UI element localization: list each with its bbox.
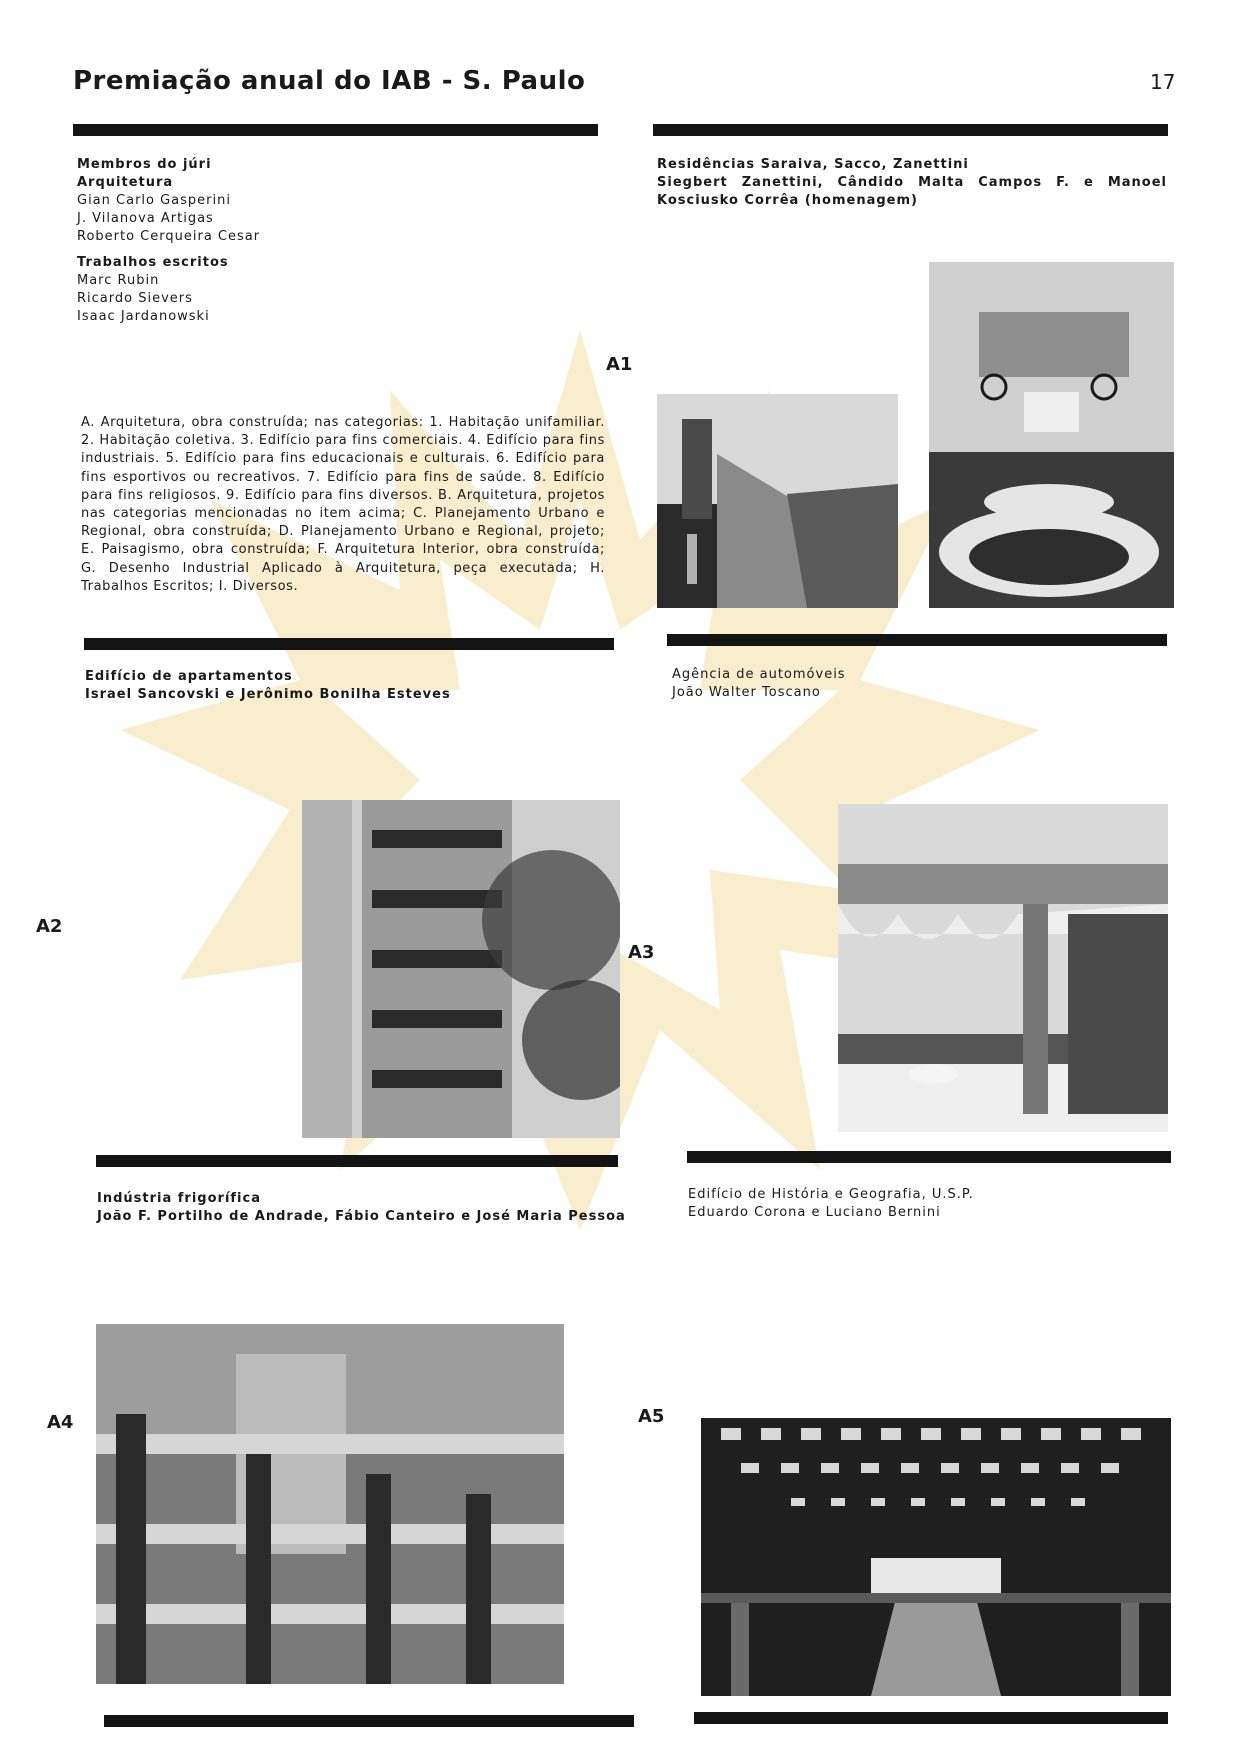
a2-caption bbox=[85, 668, 605, 704]
a2-caption-title: Edifício de apartamentos bbox=[85, 669, 293, 684]
photo-a3-car-agency bbox=[838, 804, 1168, 1132]
a2-caption-authors: Israel Sancovski e Jerônimo Bonilha Esteves bbox=[85, 687, 451, 702]
rule-top-right bbox=[653, 124, 1168, 136]
a5-caption-title: Edifício de História e Geografia, U.S.P. bbox=[688, 1187, 974, 1202]
jury-member: Ricardo Sievers bbox=[77, 291, 193, 306]
photo-a4-industrial-building bbox=[96, 1324, 564, 1684]
page-title: Premiação anual do IAB - S. Paulo bbox=[73, 66, 586, 96]
page-number: 17 bbox=[1150, 70, 1176, 94]
label-a4: A4 bbox=[47, 1412, 74, 1433]
rule-top-left bbox=[73, 124, 598, 136]
a1-caption-authors: Siegbert Zanettini, Cândido Malta Campos F. e Manoel Kosciusko Corrêa (homenagem) bbox=[657, 175, 1167, 208]
jury-architecture-heading: Arquitetura bbox=[77, 175, 174, 190]
a1-caption bbox=[657, 156, 1167, 210]
photo-a2-apartment-building bbox=[302, 800, 620, 1138]
label-a2: A2 bbox=[36, 916, 63, 937]
a4-caption-authors: João F. Portilho de Andrade, Fábio Canteiro e José Maria Pessoa bbox=[97, 1209, 626, 1224]
rule-mid-right bbox=[667, 634, 1167, 646]
a4-caption-title: Indústria frigorífica bbox=[97, 1191, 261, 1206]
jury-block bbox=[77, 156, 497, 326]
jury-member: Gian Carlo Gasperini bbox=[77, 193, 231, 208]
jury-writing-heading: Trabalhos escritos bbox=[77, 255, 229, 270]
rule-lower-left bbox=[96, 1155, 618, 1167]
a1-caption-title: Residências Saraiva, Sacco, Zanettini bbox=[657, 157, 969, 172]
a3-caption-authors: João Walter Toscano bbox=[672, 685, 821, 700]
photo-a1-exterior bbox=[657, 394, 898, 608]
a3-caption-title: Agência de automóveis bbox=[672, 667, 846, 682]
rule-lower-right bbox=[687, 1151, 1171, 1163]
a5-caption bbox=[688, 1186, 1168, 1222]
photo-a1-interior bbox=[929, 262, 1174, 608]
a3-caption bbox=[672, 666, 1162, 702]
a4-caption bbox=[97, 1190, 657, 1226]
jury-member: Marc Rubin bbox=[77, 273, 160, 288]
label-a3: A3 bbox=[628, 942, 655, 963]
label-a5: A5 bbox=[638, 1406, 665, 1427]
rule-bottom-left bbox=[104, 1715, 634, 1727]
a5-caption-authors: Eduardo Corona e Luciano Bernini bbox=[688, 1205, 941, 1220]
categories-paragraph: A. Arquitetura, obra construída; nas categorias: 1. Habitação unifamiliar. 2. Habitação coletiva. 3. Edifício para fins comerciais. 4. Edifício para fins industriais. 5. Edifício para fins educacionais e culturais. 6. Edifício para fins esportivos ou recreativos. 7. Edifício para fins de saúde. 8. Edifício para fins religiosos. 9. Edifício para fins diversos. B. Arquitetura, projetos nas categorias mencionadas no item acima; C. Planejamento Urbano e Regional, obra construída; D. Planejamento Urbano e Regional, projeto; E. Paisagismo, obra construída; F. Arquitetura Interior, obra construída; G. Desenho Industrial Aplicado à Arquitetura, peça executada; H. Trabalhos Escritos; I. Diversos. bbox=[81, 415, 605, 594]
jury-member: J. Vilanova Artigas bbox=[77, 211, 214, 226]
photo-a5-history-geography-building bbox=[701, 1418, 1171, 1696]
label-a1: A1 bbox=[606, 354, 633, 375]
rule-bottom-right bbox=[694, 1712, 1168, 1724]
rule-mid-left bbox=[84, 638, 614, 650]
jury-member: Isaac Jardanowski bbox=[77, 309, 210, 324]
jury-member: Roberto Cerqueira Cesar bbox=[77, 229, 261, 244]
jury-heading: Membros do júri bbox=[77, 157, 212, 172]
